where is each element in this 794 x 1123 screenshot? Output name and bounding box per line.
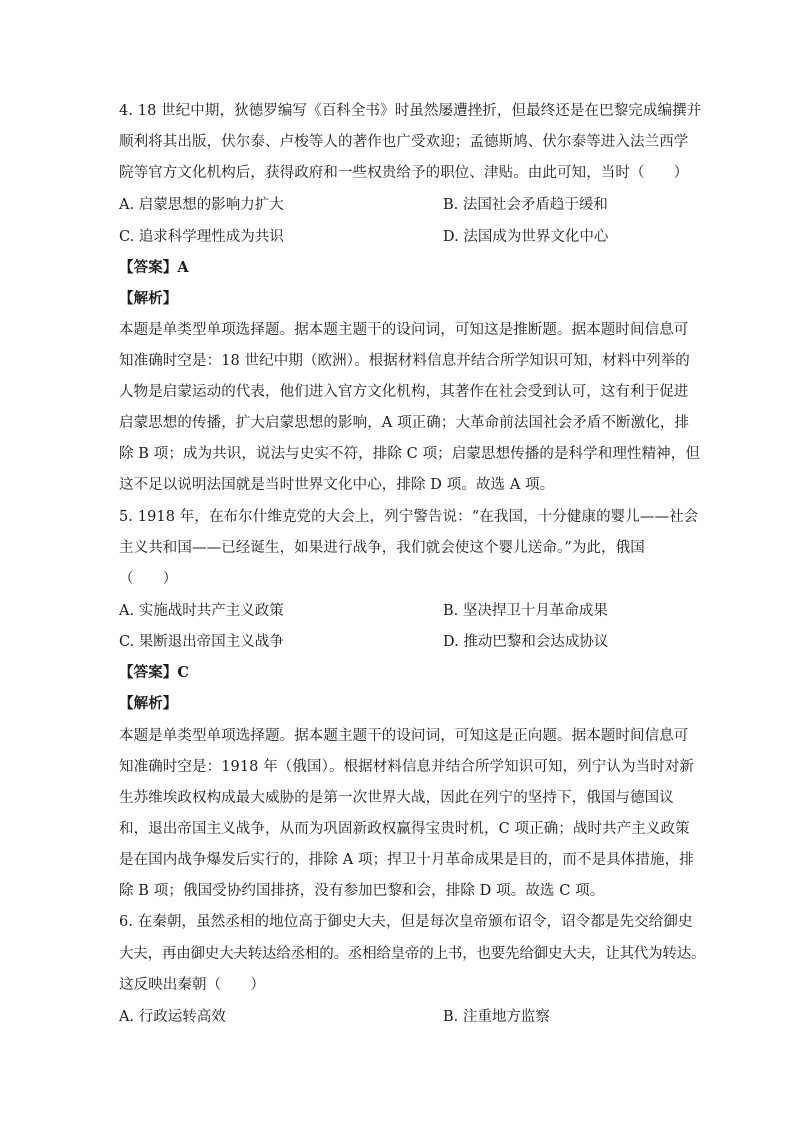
q4-option-b: B. 法国社会矛盾趋于缓和	[443, 197, 608, 213]
q5-stem-line-2: 主义共和国——已经诞生，如果进行战争，我们就会使这个婴儿送命。”为此，俄国	[119, 540, 645, 556]
q4-stem-line-3: 院等官方文化机构后，获得政府和一些权贵给予的职位、津贴。由此可知，当时（ ）	[119, 165, 689, 181]
q4-analysis-line-1: 本题是单类型单项选择题。据本题主题干的设问词，可知这是推断题。据本题时间信息可	[119, 322, 689, 338]
q6-stem-line-3: 这反映出秦朝（ ）	[119, 977, 265, 993]
q6-option-a: A. 行政运转高效	[119, 1009, 226, 1025]
q4-stem-line-1: 4. 18 世纪中期，狄德罗编写《百科全书》时虽然屡遭挫折，但最终还是在巴黎完成编撰并	[119, 103, 702, 119]
q5-option-b: B. 坚决捍卫十月革命成果	[443, 603, 608, 619]
q4-analysis-label: 【解析】	[119, 290, 178, 307]
q5-analysis-line-6: 除 B 项；俄国受协约国排挤，没有参加巴黎和会，排除 D 项。故选 C 项。	[119, 883, 605, 899]
q6-option-b: B. 注重地方监察	[443, 1009, 550, 1025]
q4-analysis-line-3: 人物是启蒙运动的代表，他们进入官方文化机构，其著作在社会受到认可，这有利于促进	[119, 384, 689, 400]
q5-analysis-line-4: 和，退出帝国主义战争，从而为巩固新政权赢得宝贵时机，C 项正确；战时共产主义政策	[119, 821, 690, 837]
q5-analysis-line-3: 生苏维埃政权构成最大威胁的是第一次世界大战，因此在列宁的坚持下，俄国与德国议	[119, 790, 674, 806]
q6-stem-line-2: 大夫，再由御史大夫转达给丞相的。丞相给皇帝的上书，也要先给御史大夫，让其代为转达。	[119, 946, 706, 962]
q5-analysis-label: 【解析】	[119, 695, 178, 712]
q4-analysis-line-6: 这不足以说明法国就是当时世界文化中心，排除 D 项。故选 A 项。	[119, 477, 555, 493]
q5-option-c: C. 果断退出帝国主义战争	[119, 634, 284, 650]
q5-option-a: A. 实施战时共产主义政策	[119, 603, 284, 619]
q4-option-a: A. 启蒙思想的影响力扩大	[119, 197, 284, 213]
q5-stem-line-3: （ ）	[119, 571, 178, 587]
q5-analysis-line-2: 知准确时空是：1918 年（俄国）。根据材料信息并结合所学知识可知，列宁认为当时对新	[119, 759, 694, 775]
q4-analysis-line-4: 启蒙思想的传播，扩大启蒙思想的影响，A 项正确；大革命前法国社会矛盾不断激化，排	[119, 415, 690, 431]
q4-analysis-line-2: 知准确时空是：18 世纪中期（欧洲）。根据材料信息并结合所学知识可知，材料中列举的	[119, 353, 690, 369]
q4-analysis-line-5: 除 B 项；成为共识，说法与史实不符，排除 C 项；启蒙思想传播的是科学和理性精神，但	[119, 446, 700, 462]
q5-analysis-line-5: 是在国内战争爆发后实行的，排除 A 项；捍卫十月革命成果是目的，而不是具体措施，排	[119, 852, 694, 868]
q5-analysis-line-1: 本题是单类型单项选择题。据本题主题干的设问词，可知这是正向题。据本题时间信息可	[119, 728, 689, 744]
q5-stem-line-1: 5. 1918 年，在布尔什维克党的大会上，列宁警告说：“在我国，十分健康的婴儿——社会	[119, 509, 699, 525]
q5-answer: 【答案】C	[119, 664, 190, 681]
q4-answer: 【答案】A	[119, 259, 189, 276]
q4-option-c: C. 追求科学理性成为共识	[119, 229, 284, 245]
q6-stem-line-1: 6. 在秦朝，虽然丞相的地位高于御史大夫，但是每次皇帝颁布诏令，诏令都是先交给御史	[119, 914, 693, 930]
q4-option-d: D. 法国成为世界文化中心	[443, 229, 609, 245]
q5-option-d: D. 推动巴黎和会达成协议	[443, 634, 609, 650]
q4-stem-line-2: 顺利将其出版，伏尔泰、卢梭等人的著作也广受欢迎；孟德斯鸠、伏尔泰等进入法兰西学	[119, 134, 689, 150]
